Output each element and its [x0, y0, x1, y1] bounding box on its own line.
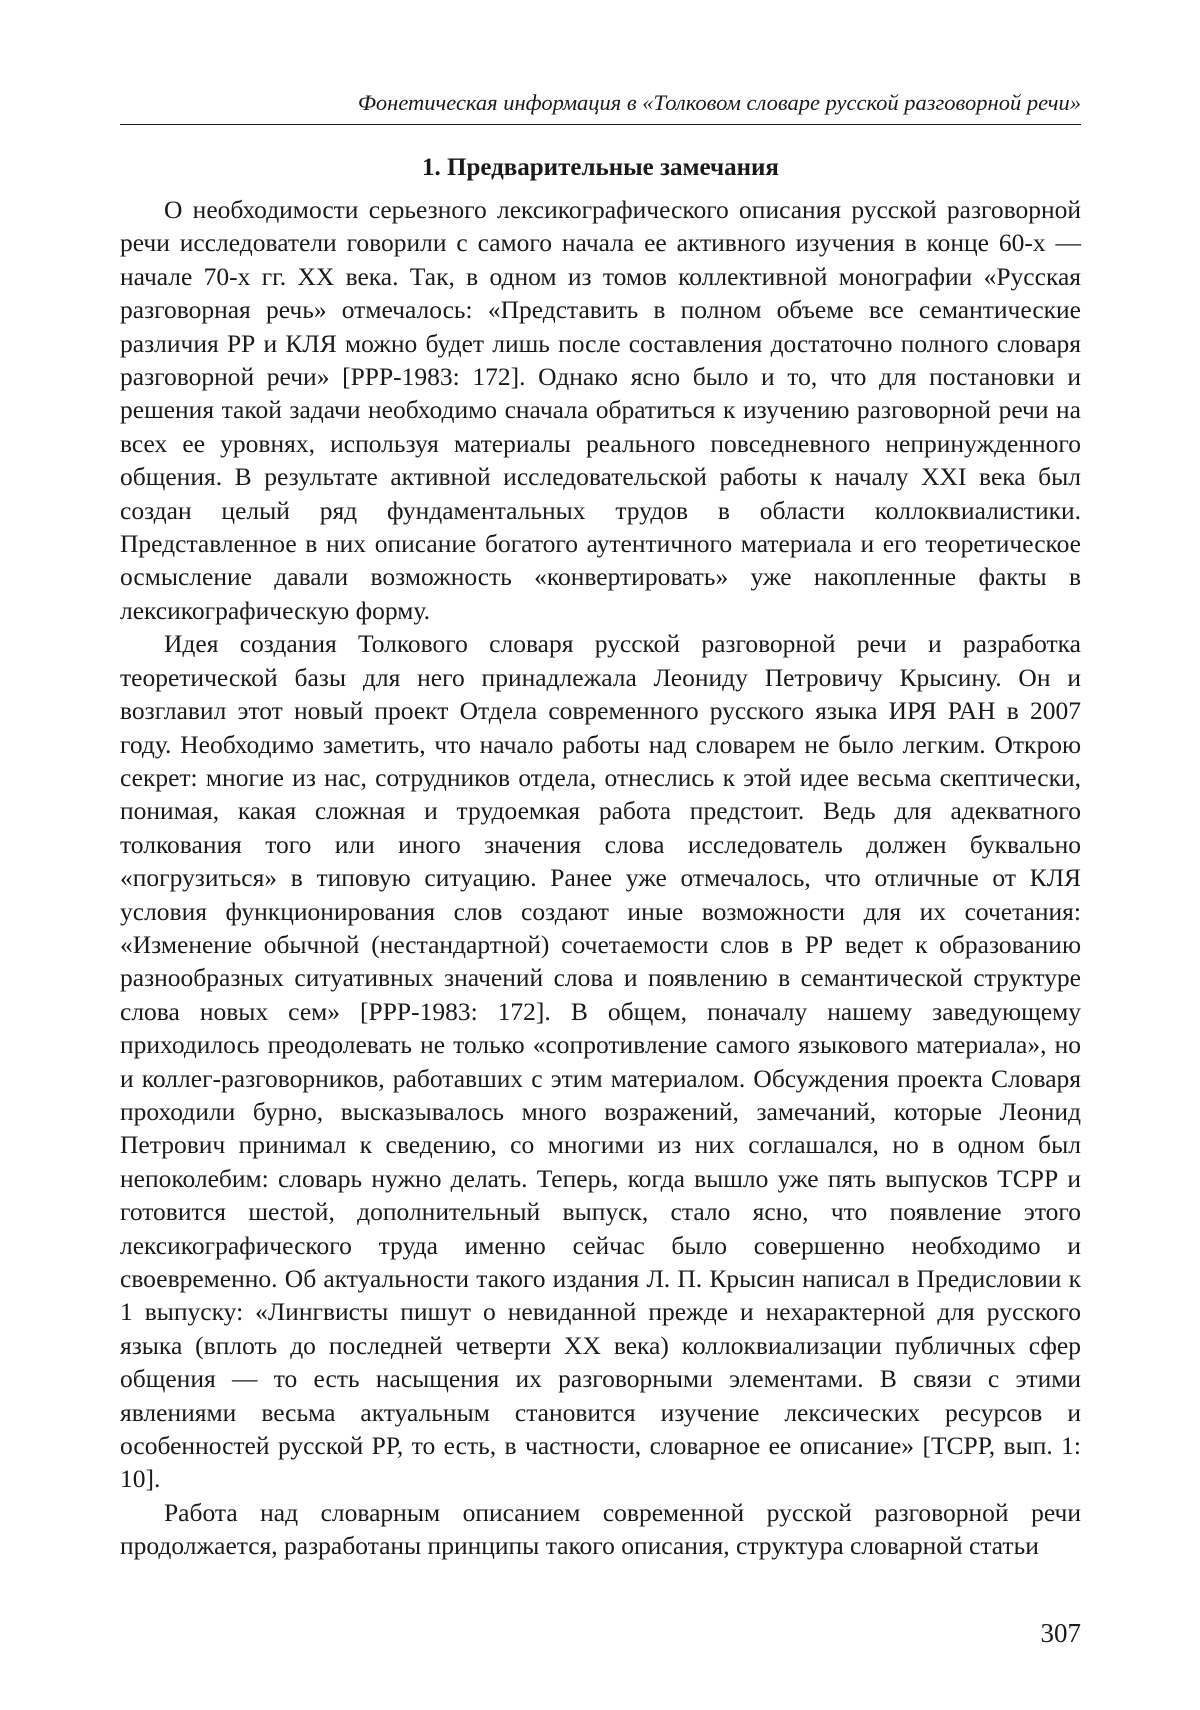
body-text	[120, 193, 1081, 1563]
paragraph-3: Работа над словарным описанием современной русской разговорной речи продолжается, разработаны принципы такого описания, структура словарной статьи	[120, 1497, 1081, 1561]
page-number: 307	[1040, 1618, 1081, 1648]
paragraph-2: Идея создания Толкового словаря русской разговорной речи и разработка теоретической базы для него принадлежала Леониду Петровичу Крысину. Он и возглавил этот новый проект Отдела современного русского языка ИРЯ РАН в 2007 году. Необходимо заметить, что начало работы над словарем не было легким. Открою секрет: многие из нас, сотрудников отдела, отнеслись к этой идее весьма скептически, понимая, какая сложная и трудоемкая работа предстоит. Ведь для адекватного толкования того или иного значения слова исследователь должен буквально «погрузиться» в типовую ситуацию. Ранее уже отмечалось, что отличные от КЛЯ условия функционирования слов создают иные возможности для их сочетания: «Изменение обычной (нестандартной) сочетаемости слов в РР ведет к образованию разнообразных ситуативных значений слова и появлению в семантической структуре слова новых сем» [РРР-1983: 172]. В общем, поначалу нашему заведующему приходилось преодолевать не только «сопротивление самого языкового материала», но и коллег-разговорников, работавших с этим материалом. Обсуждения проекта Словаря проходили бурно, высказывалось много возражений, замечаний, которые Леонид Петрович принимал к сведению, со многими из них соглашался, но в одном был непоколебим: словарь нужно делать. Теперь, когда вышло уже пять выпусков ТСРР и готовится шестой, дополнительный выпуск, стало ясно, что появление этого лексикографического труда именно сейчас было совершенно необходимо и своевременно. Об актуальности такого издания Л. П. Крысин написал в Предисловии к 1 выпуску: «Лингвисты пишут о невиданной прежде и нехарактерной для русского языка (вплоть до последней четверти XX века) коллоквиализации публичных сфер общения — то есть насыщения их разговорными элементами. В связи с этими явлениями весьма актуальным становится изучение лексических ресурсов и особенностей русской РР, то есть, в частности, словарное ее описание» [ТСРР, вып. 1: 10].	[120, 629, 1081, 1494]
section-title: 1. Предварительные замечания	[422, 154, 779, 181]
running-header: Фонетическая информация в «Толковом словаре русской разговорной речи»	[120, 88, 1081, 125]
paragraph-1: О необходимости серьезного лексикографического описания русской разговорной речи исследователи говорили с самого начала ее активного изучения в конце 60-х — начале 70-х гг. XX века. Так, в одном из томов коллективной монографии «Русская разговорная речь» отмечалось: «Представить в полном объеме все семантические различия РР и КЛЯ можно будет лишь после составления достаточно полного словаря разговорной речи» [РРР-1983: 172]. Однако ясно было и то, что для постановки и решения такой задачи необходимо сначала обратиться к изучению разговорной речи на всех ее уровнях, используя материалы реального повседневного непринужденного общения. В результате активной исследовательской работы к началу XXI века был создан целый ряд фундаментальных трудов в области коллоквиалистики. Представленное в них описание богатого аутентичного материала и его теоретическое осмысление давали возможность «конвертировать» уже накопленные факты в лексикографическую форму.	[120, 195, 1081, 625]
document-page	[120, 88, 1081, 1688]
